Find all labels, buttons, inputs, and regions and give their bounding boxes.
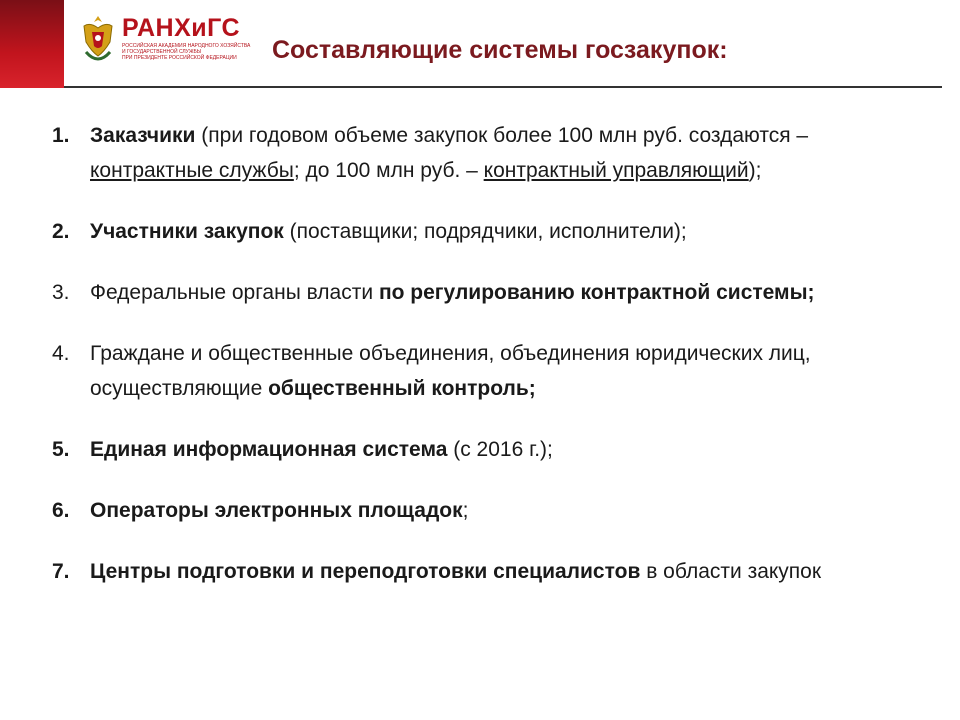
- list-item-number: 6.: [52, 499, 70, 522]
- list-item: [52, 214, 922, 249]
- list-item-text: [90, 275, 922, 310]
- underlined-term: контрактные службы: [90, 159, 294, 182]
- list-item-text: [90, 554, 922, 589]
- list-item-number: 3.: [52, 281, 70, 304]
- list-item-number: 2.: [52, 220, 70, 243]
- list-item-number: 4.: [52, 342, 70, 365]
- text-run: Федеральные органы власти: [90, 281, 379, 304]
- list-item: [52, 493, 922, 528]
- text-run: ;: [462, 499, 469, 522]
- logo-subtitle-line: И ГОСУДАРСТВЕННОЙ СЛУЖБЫ: [122, 49, 202, 55]
- bold-term: по регулированию контрактной системы;: [378, 281, 815, 304]
- list-item: [52, 432, 922, 467]
- bold-term: Заказчики: [90, 124, 196, 147]
- slide-title: Составляющие системы госзакупок:: [272, 36, 728, 64]
- list-item: [52, 336, 922, 406]
- text-run: (поставщики; подрядчики, исполнители);: [283, 220, 687, 243]
- text-run: (при годовом объеме закупок более 100 млн руб. создаются –: [195, 124, 809, 147]
- list-item-number: 1.: [52, 124, 70, 147]
- logo-subtitle-line: ПРИ ПРЕЗИДЕНТЕ РОССИЙСКОЙ ФЕДЕРАЦИИ: [122, 55, 237, 61]
- bold-term: Центры подготовки и переподготовки специалистов: [90, 560, 641, 583]
- list-item-text: [90, 214, 922, 249]
- list-item-text: [90, 432, 922, 467]
- header-accent-bar: [0, 0, 64, 88]
- list-item-number: 7.: [52, 560, 70, 583]
- list-item: [52, 554, 922, 589]
- text-run: в области закупок: [640, 560, 822, 583]
- list-item: [52, 275, 922, 310]
- text-run: ; до 100 млн руб. –: [293, 159, 484, 182]
- list-item: [52, 118, 922, 188]
- list-item-text: [90, 336, 922, 406]
- eagle-emblem-icon: [78, 12, 118, 68]
- logo-subtitle: [122, 43, 251, 61]
- bold-term: Участники закупок: [90, 220, 284, 243]
- underlined-term: контрактный управляющий: [483, 159, 749, 182]
- procurement-components-list: [52, 118, 922, 589]
- logo-abbreviation: РАНХиГС: [122, 14, 241, 42]
- text-run: (с 2016 г.);: [447, 438, 553, 461]
- list-item-text: [90, 493, 922, 528]
- ranepa-logo: [78, 12, 251, 72]
- bold-term: Операторы электронных площадок: [90, 499, 463, 522]
- list-item-number: 5.: [52, 438, 70, 461]
- bold-term: Единая информационная система: [90, 438, 448, 461]
- logo-subtitle-line: РОССИЙСКАЯ АКАДЕМИЯ НАРОДНОГО ХОЗЯЙСТВА: [122, 43, 251, 49]
- bold-term: общественный контроль;: [268, 377, 536, 400]
- text-run: );: [748, 159, 762, 182]
- title-divider: [64, 86, 942, 88]
- text-run: Граждане и общественные объединения, объединения юридических лиц, осуществляющие: [90, 342, 811, 400]
- list-item-text: [90, 118, 922, 188]
